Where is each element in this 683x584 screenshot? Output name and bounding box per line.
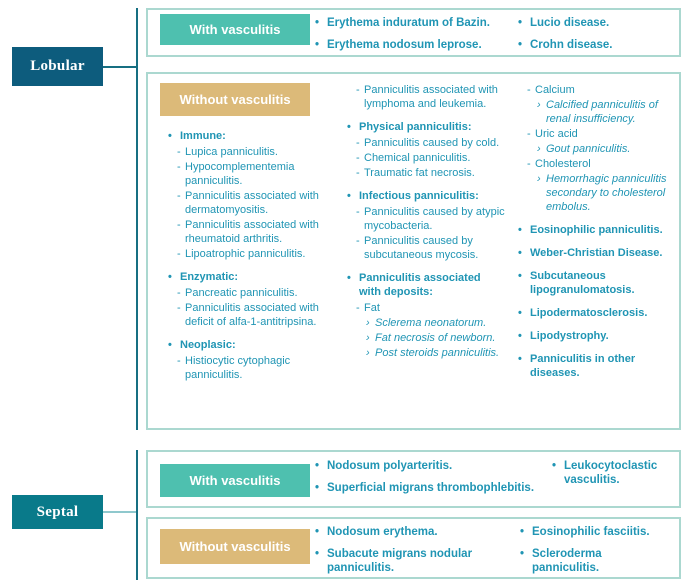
bullet-icon: • — [315, 17, 320, 29]
dash-icon: - — [177, 302, 181, 314]
dash-icon: - — [356, 152, 360, 164]
bullet-icon: • — [315, 526, 320, 538]
list-item-text: Pancreatic panniculitis. — [185, 287, 298, 299]
septal-without-vasculitis-list-col2 — [520, 525, 650, 583]
list-item — [518, 269, 673, 297]
bullet-icon: • — [347, 272, 351, 284]
with-vasculitis-tag: With vasculitis — [160, 464, 310, 497]
list-item-text: Eosinophilic fasciitis. — [532, 526, 650, 538]
list-item — [315, 38, 550, 52]
bullet-icon: • — [168, 271, 172, 283]
without-vasculitis-tag: Without vasculitis — [160, 83, 310, 116]
bullet-icon: • — [518, 353, 522, 365]
lobular-label: Lobular — [12, 47, 103, 86]
list-item-text: Panniculitis associated with deficit of alfa-1-antitripsina. — [185, 302, 319, 328]
list-item — [315, 547, 487, 575]
septal-connector-line — [103, 511, 136, 513]
dash-icon: - — [177, 161, 181, 173]
list-item — [347, 83, 505, 111]
list-item — [518, 38, 658, 52]
list-item-text: Subacute migrans nodular panniculitis. — [327, 548, 473, 574]
dash-icon: - — [356, 167, 360, 179]
list-item — [518, 83, 673, 97]
list-item — [168, 160, 336, 188]
list-item-text: Cholesterol — [535, 158, 591, 170]
list-item — [168, 270, 336, 284]
list-item — [168, 301, 336, 329]
list-item-text: Calcified panniculitis of renal insufficiency. — [546, 99, 658, 125]
list-item — [168, 354, 336, 382]
list-item-text: Traumatic fat necrosis. — [364, 167, 475, 179]
list-item-text: Fat — [364, 302, 380, 314]
septal-without-vasculitis-list-col1 — [315, 525, 487, 583]
list-item — [168, 286, 336, 300]
list-item-text: Sclerema neonatorum. — [375, 317, 487, 329]
bullet-icon: • — [315, 482, 320, 494]
list-item — [347, 166, 505, 180]
list-item-text: Subcutaneous lipogranulomatosis. — [530, 270, 635, 296]
chevron-icon: › — [366, 347, 370, 359]
list-item — [315, 16, 550, 30]
list-item — [518, 127, 673, 141]
bullet-icon: • — [168, 339, 172, 351]
bullet-icon: • — [518, 270, 522, 282]
list-item — [347, 151, 505, 165]
bullet-icon: • — [552, 460, 557, 472]
list-item — [347, 234, 505, 262]
list-item — [168, 247, 336, 261]
lobular-with-vasculitis-list-col2 — [518, 16, 658, 60]
without-vasculitis-tag: Without vasculitis — [160, 529, 310, 564]
list-item — [347, 331, 505, 345]
bullet-icon: • — [518, 247, 522, 259]
list-item-text: Panniculitis associated with rheumatoid arthritis. — [185, 219, 319, 245]
list-item-text: Superficial migrans thrombophlebitis. — [327, 482, 535, 494]
lobular-with-vasculitis-list-col1 — [315, 16, 550, 60]
lobular-connector-line — [103, 66, 136, 68]
list-item — [518, 329, 673, 343]
chevron-icon: › — [537, 99, 541, 111]
dash-icon: - — [356, 206, 360, 218]
list-item — [518, 246, 673, 260]
septal-without-vasculitis-panel — [146, 517, 681, 579]
list-item-text: Nodosum polyarteritis. — [327, 460, 453, 472]
list-item — [518, 157, 673, 171]
dash-icon: - — [356, 84, 360, 96]
with-vasculitis-tag: With vasculitis — [160, 14, 310, 45]
list-item-text: Physical panniculitis: — [359, 121, 472, 133]
list-item-text: Enzymatic: — [180, 271, 239, 283]
list-item-text: Lipoatrophic panniculitis. — [185, 248, 306, 260]
bullet-icon: • — [518, 330, 522, 342]
dash-icon: - — [177, 146, 181, 158]
list-item — [347, 189, 505, 203]
bullet-icon: • — [315, 548, 320, 560]
list-item-text: Uric acid — [535, 128, 578, 140]
bullet-icon: • — [520, 526, 525, 538]
list-item-text: Gout panniculitis. — [546, 143, 631, 155]
septal-with-vasculitis-panel — [146, 450, 681, 508]
lobular-without-vasculitis-list-col3 — [518, 82, 673, 382]
list-item-text: Panniculitis in other diseases. — [530, 353, 636, 379]
dash-icon: - — [527, 84, 531, 96]
list-item-text: Hemorrhagic panniculitis secondary to cholesterol embolus. — [546, 173, 667, 213]
list-item — [168, 145, 336, 159]
chevron-icon: › — [537, 173, 541, 185]
list-item-text: Panniculitis caused by subcutaneous mycosis. — [364, 235, 479, 261]
chevron-icon: › — [537, 143, 541, 155]
list-item-text: Erythema induratum of Bazin. — [327, 17, 490, 29]
list-item — [552, 459, 668, 487]
septal-label: Septal — [12, 495, 103, 529]
list-item — [168, 189, 336, 217]
list-item — [518, 98, 673, 126]
list-item-text: Chemical panniculitis. — [364, 152, 471, 164]
list-item-text: Panniculitis caused by atypic mycobacteria. — [364, 206, 505, 232]
list-item — [347, 120, 505, 134]
list-item — [518, 142, 673, 156]
list-item — [518, 16, 658, 30]
list-item-text: Leukocytoclastic vasculitis. — [564, 460, 658, 486]
list-item-text: Weber-Christian Disease. — [530, 247, 663, 259]
lobular-without-vasculitis-list-col1 — [168, 120, 336, 382]
list-item-text: Crohn disease. — [530, 39, 613, 51]
list-item-text: Erythema nodosum leprose. — [327, 39, 482, 51]
bullet-icon: • — [347, 190, 351, 202]
list-item-text: Neoplasic: — [180, 339, 236, 351]
list-item — [347, 346, 505, 360]
chevron-icon: › — [366, 332, 370, 344]
septal-with-vasculitis-list-col2 — [552, 459, 668, 495]
dash-icon: - — [356, 302, 360, 314]
list-item-text: Eosinophilic panniculitis. — [530, 224, 663, 236]
list-item-text: Lupica panniculitis. — [185, 146, 278, 158]
list-item — [315, 525, 487, 539]
septal-bracket-line — [136, 450, 138, 580]
list-item — [520, 525, 650, 539]
list-item-text: Panniculitis associated with dermatomyositis. — [185, 190, 319, 216]
list-item-text: Panniculitis caused by cold. — [364, 137, 500, 149]
list-item — [518, 352, 673, 380]
list-item-text: Panniculitis associated with deposits: — [359, 272, 481, 298]
list-item-text: Lucio disease. — [530, 17, 610, 29]
bullet-icon: • — [315, 460, 320, 472]
list-item-text: Fat necrosis of newborn. — [375, 332, 496, 344]
list-item — [315, 481, 565, 495]
bullet-icon: • — [520, 548, 525, 560]
list-item — [520, 547, 650, 575]
list-item-text: Immune: — [180, 130, 226, 142]
list-item-text: Nodosum erythema. — [327, 526, 438, 538]
bullet-icon: • — [518, 307, 522, 319]
list-item-text: Lipodermatosclerosis. — [530, 307, 648, 319]
dash-icon: - — [527, 128, 531, 140]
lobular-with-vasculitis-panel — [146, 8, 681, 57]
list-item — [315, 459, 565, 473]
lobular-bracket-line — [136, 8, 138, 430]
dash-icon: - — [356, 137, 360, 149]
list-item — [168, 218, 336, 246]
list-item — [518, 223, 673, 237]
dash-icon: - — [177, 248, 181, 260]
bullet-icon: • — [315, 39, 320, 51]
list-item-text: Lipodystrophy. — [530, 330, 609, 342]
dash-icon: - — [177, 219, 181, 231]
list-item-text: Infectious panniculitis: — [359, 190, 479, 202]
list-item — [168, 338, 336, 352]
bullet-icon: • — [347, 121, 351, 133]
bullet-icon: • — [168, 130, 172, 142]
list-item — [347, 301, 505, 315]
list-item — [347, 136, 505, 150]
septal-with-vasculitis-list-col1 — [315, 459, 565, 503]
dash-icon: - — [356, 235, 360, 247]
bullet-icon: • — [518, 17, 523, 29]
list-item-text: Hypocomplementemia panniculitis. — [185, 161, 295, 187]
chevron-icon: › — [366, 317, 370, 329]
bullet-icon: • — [518, 224, 522, 236]
dash-icon: - — [177, 190, 181, 202]
list-item-text: Calcium — [535, 84, 575, 96]
list-item — [347, 271, 505, 299]
list-item — [347, 316, 505, 330]
list-item — [518, 306, 673, 320]
dash-icon: - — [177, 287, 181, 299]
dash-icon: - — [527, 158, 531, 170]
list-item — [168, 129, 336, 143]
list-item-text: Histiocytic cytophagic panniculitis. — [185, 355, 291, 381]
bullet-icon: • — [518, 39, 523, 51]
list-item-text: Post steroids panniculitis. — [375, 347, 500, 359]
list-item-text: Scleroderma panniculitis. — [532, 548, 602, 574]
lobular-without-vasculitis-panel — [146, 72, 681, 430]
lobular-without-vasculitis-list-col2 — [347, 82, 505, 360]
list-item — [347, 205, 505, 233]
list-item — [518, 172, 673, 214]
list-item-text: Panniculitis associated with lymphoma and leukemia. — [364, 84, 498, 110]
dash-icon: - — [177, 355, 181, 367]
